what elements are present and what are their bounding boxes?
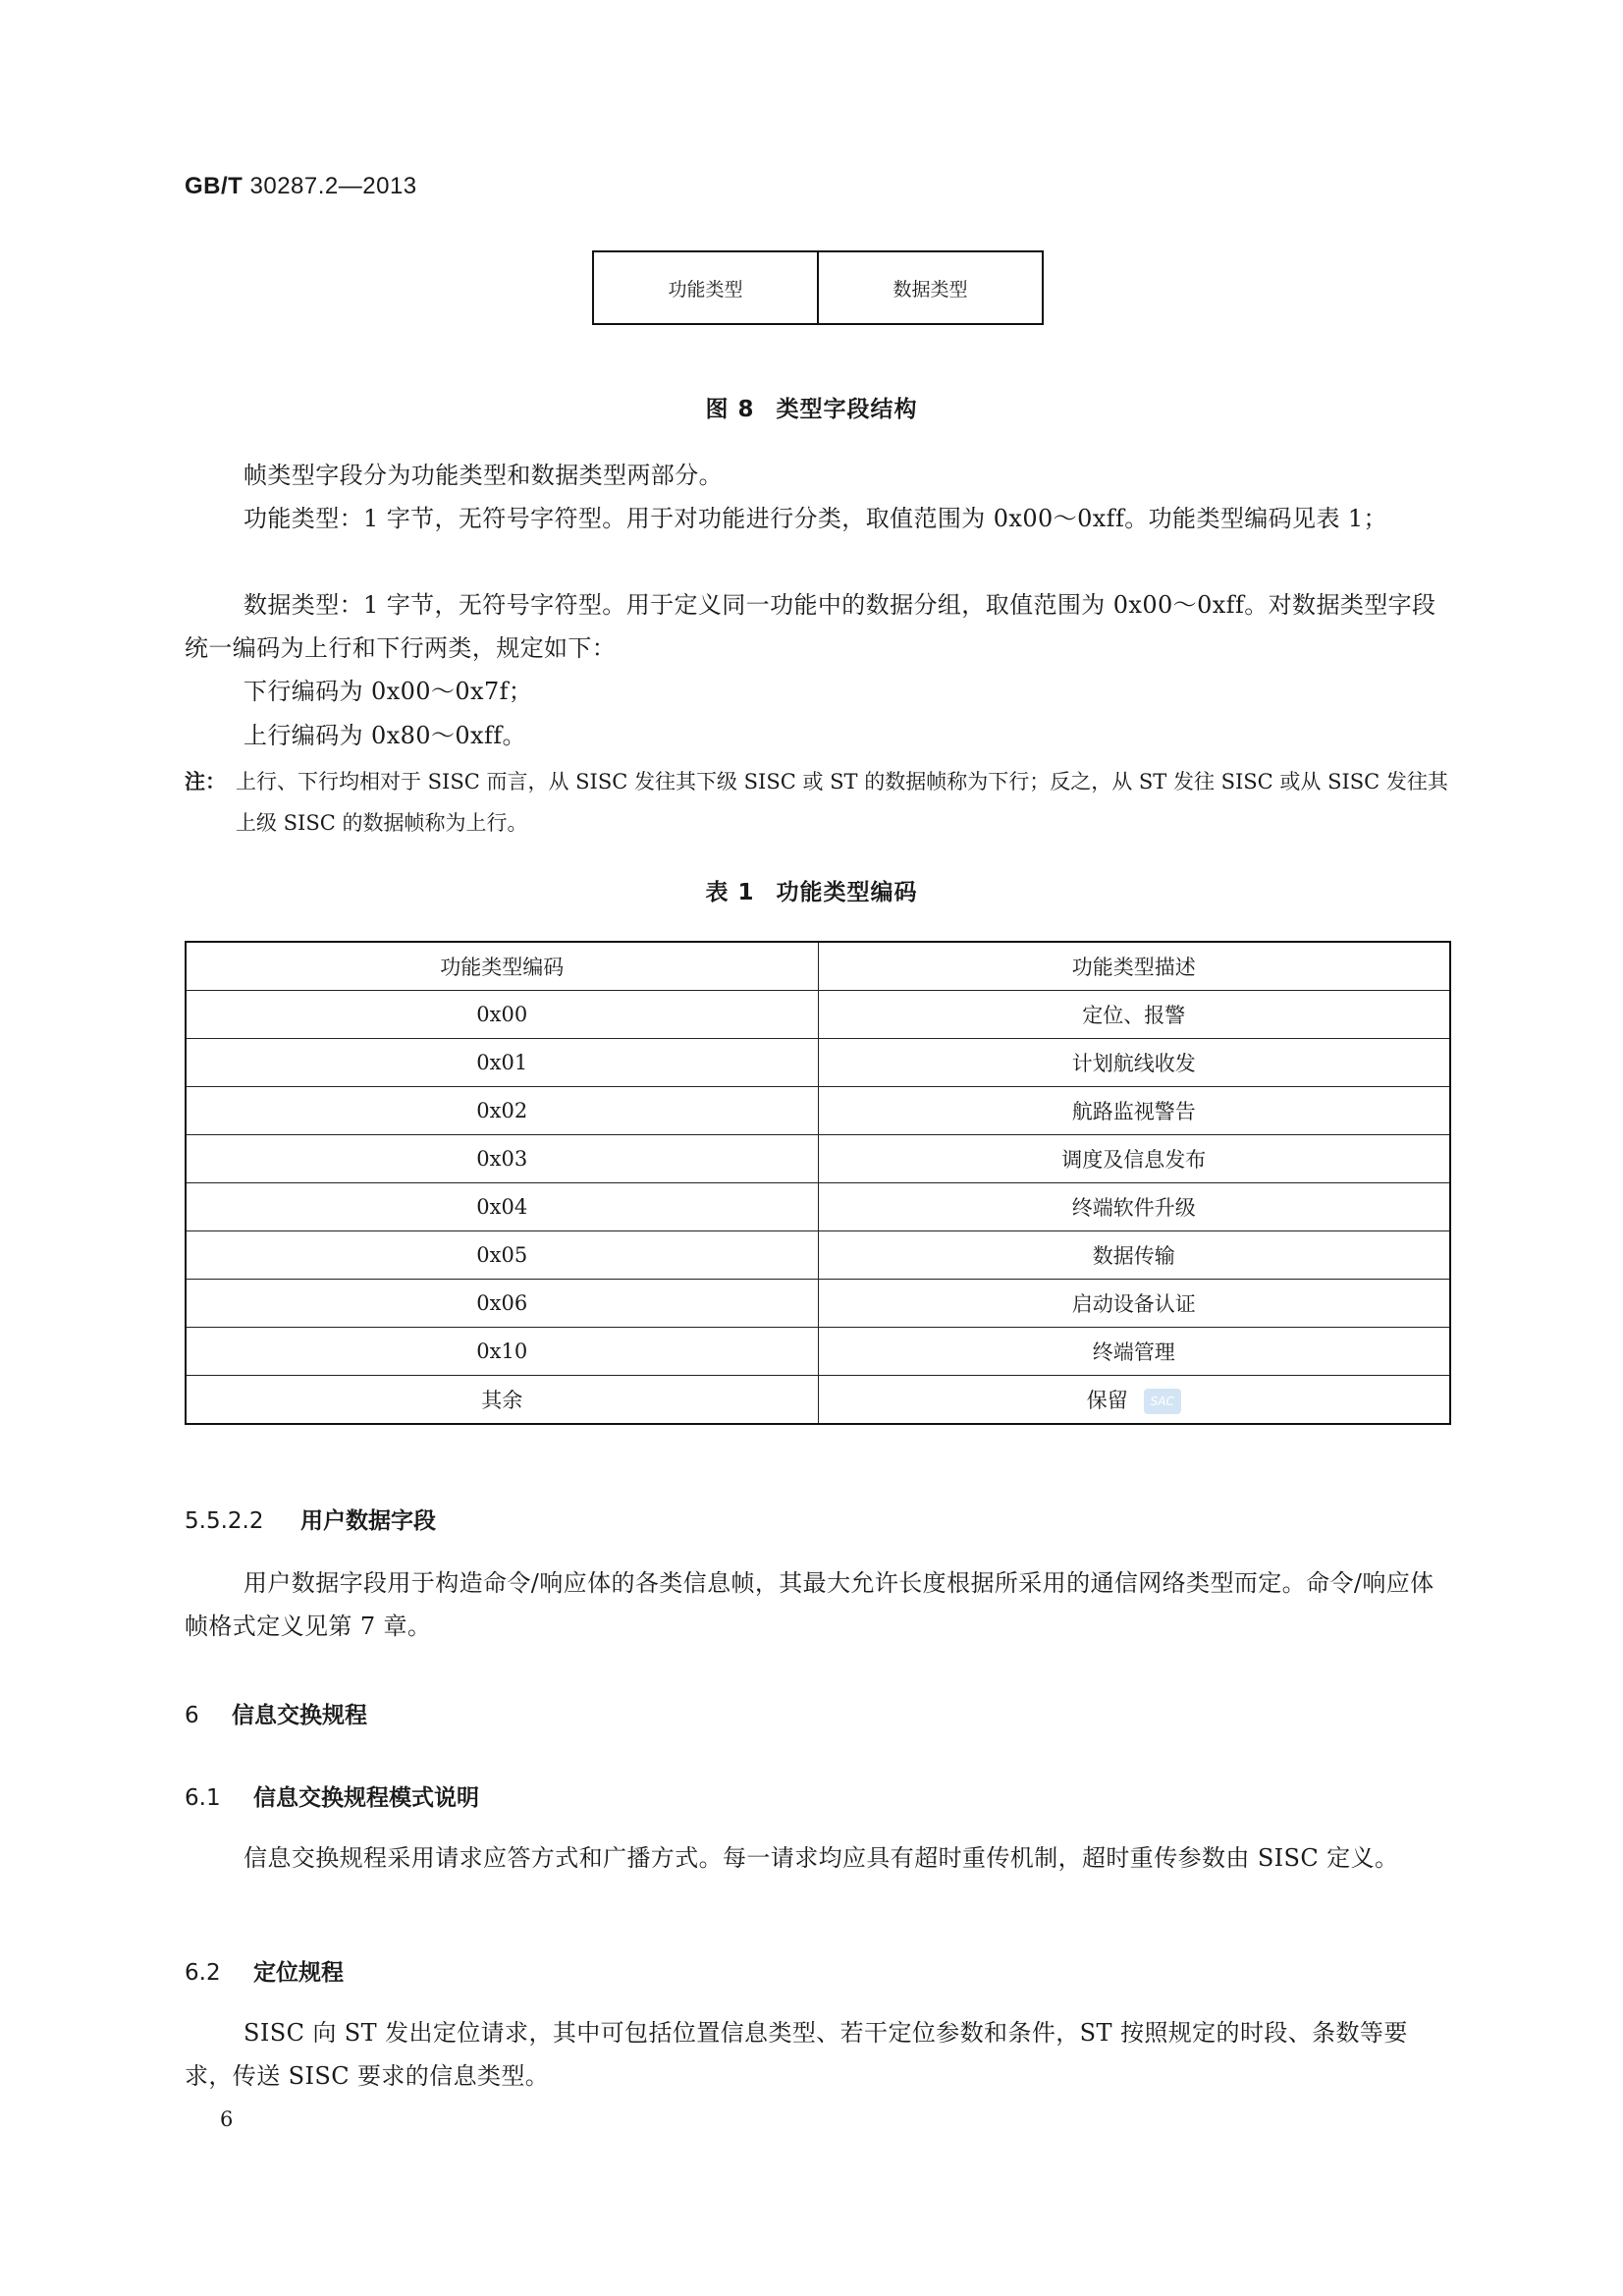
standard-number: 30287.2—2013 — [249, 173, 417, 199]
table-cell: 0x05 — [186, 1231, 818, 1280]
page-number: 6 — [220, 2107, 234, 2131]
column-header: 功能类型描述 — [818, 942, 1450, 991]
standard-code — [185, 173, 417, 200]
section-number: 6.1 — [185, 1785, 221, 1811]
table-cell: 0x03 — [186, 1135, 818, 1183]
table-row — [186, 1328, 1450, 1376]
paragraph: 功能类型：1 字节，无符号字符型。用于对功能进行分类，取值范围为 0x00～0xff。功能类型编码见表 1； — [243, 505, 1387, 532]
table-row — [186, 1087, 1450, 1135]
table-cell: 0x01 — [186, 1039, 818, 1087]
section-number: 6.2 — [185, 1960, 221, 1986]
table-header-row — [186, 942, 1450, 991]
table-cell: 启动设备认证 — [818, 1280, 1450, 1328]
column-header: 功能类型编码 — [186, 942, 818, 991]
table-cell: 0x10 — [186, 1328, 818, 1376]
table-cell: 0x00 — [186, 991, 818, 1039]
note — [185, 761, 1453, 844]
table-cell: 计划航线收发 — [818, 1039, 1450, 1087]
paragraph: 下行编码为 0x00～0x7f； — [243, 678, 533, 705]
data-type-cell: 数据类型 — [817, 252, 1042, 323]
paragraph: SISC 向 ST 发出定位请求，其中可包括位置信息类型、若干定位参数和条件，ST 按照规定的时段、条数等要求，传送 SISC 要求的信息类型。 — [185, 2019, 1408, 2090]
section-title: 信息交换规程 — [232, 1703, 367, 1728]
section-number: 6 — [185, 1703, 199, 1728]
figure-title: 类型字段结构 — [776, 397, 918, 422]
section-title: 定位规程 — [253, 1960, 344, 1986]
note-text: 上行、下行均相对于 SISC 而言，从 SISC 发往其下级 SISC 或 ST 的数据帧称为下行；反之，从 ST 发往 SISC 或从 SISC 发往其上级 SISC 的数据帧称为上行。 — [236, 770, 1448, 835]
table-row — [186, 991, 1450, 1039]
section-heading-6-1 — [185, 1779, 479, 1812]
figure-number: 图 8 — [705, 397, 755, 422]
table-row — [186, 1135, 1450, 1183]
section-heading-6-2 — [185, 1954, 344, 1987]
section-title: 用户数据字段 — [300, 1508, 436, 1534]
standard-prefix: GB/T — [185, 173, 243, 199]
section-number: 5.5.2.2 — [185, 1508, 264, 1534]
paragraph: 信息交换规程采用请求应答方式和广播方式。每一请求均应具有超时重传机制，超时重传参数由 SISC 定义。 — [243, 1844, 1399, 1872]
table-cell: 0x02 — [186, 1087, 818, 1135]
table-cell: 其余 — [186, 1376, 818, 1425]
figure-8-caption — [0, 391, 1623, 423]
table-row — [186, 1183, 1450, 1231]
table-title: 功能类型编码 — [776, 880, 918, 905]
section-heading-6 — [185, 1697, 367, 1729]
function-type-cell: 功能类型 — [668, 278, 743, 301]
table-cell: 定位、报警 — [818, 991, 1450, 1039]
table-row — [186, 1231, 1450, 1280]
note-label: 注： — [185, 770, 226, 793]
table-cell: 数据传输 — [818, 1231, 1450, 1280]
sac-watermark-icon: SAC — [1144, 1389, 1181, 1414]
type-field-structure-diagram — [592, 250, 1044, 325]
paragraph: 帧类型字段分为功能类型和数据类型两部分。 — [243, 462, 723, 489]
table-number: 表 1 — [705, 880, 755, 905]
table-cell — [818, 1376, 1450, 1425]
table-cell: 终端软件升级 — [818, 1183, 1450, 1231]
table-row — [186, 1280, 1450, 1328]
table-cell: 终端管理 — [818, 1328, 1450, 1376]
paragraph: 上行编码为 0x80～0xff。 — [243, 722, 526, 749]
table-cell: 航路监视警告 — [818, 1087, 1450, 1135]
table-row — [186, 1376, 1450, 1425]
paragraph: 用户数据字段用于构造命令/响应体的各类信息帧，其最大允许长度根据所采用的通信网络类型而定。命令/响应体帧格式定义见第 7 章。 — [185, 1569, 1434, 1640]
function-type-code-table — [185, 941, 1451, 1425]
table-cell-text: 保留 — [1086, 1388, 1128, 1412]
table-cell: 调度及信息发布 — [818, 1135, 1450, 1183]
paragraph: 数据类型：1 字节，无符号字符型。用于定义同一功能中的数据分组，取值范围为 0x00～0xff。对数据类型字段统一编码为上行和下行两类，规定如下： — [185, 591, 1436, 662]
table-row — [186, 1039, 1450, 1087]
section-title: 信息交换规程模式说明 — [253, 1785, 479, 1811]
table-cell: 0x06 — [186, 1280, 818, 1328]
table-cell: 0x04 — [186, 1183, 818, 1231]
section-heading-5-5-2-2 — [185, 1503, 436, 1535]
table-1-caption — [0, 874, 1623, 906]
